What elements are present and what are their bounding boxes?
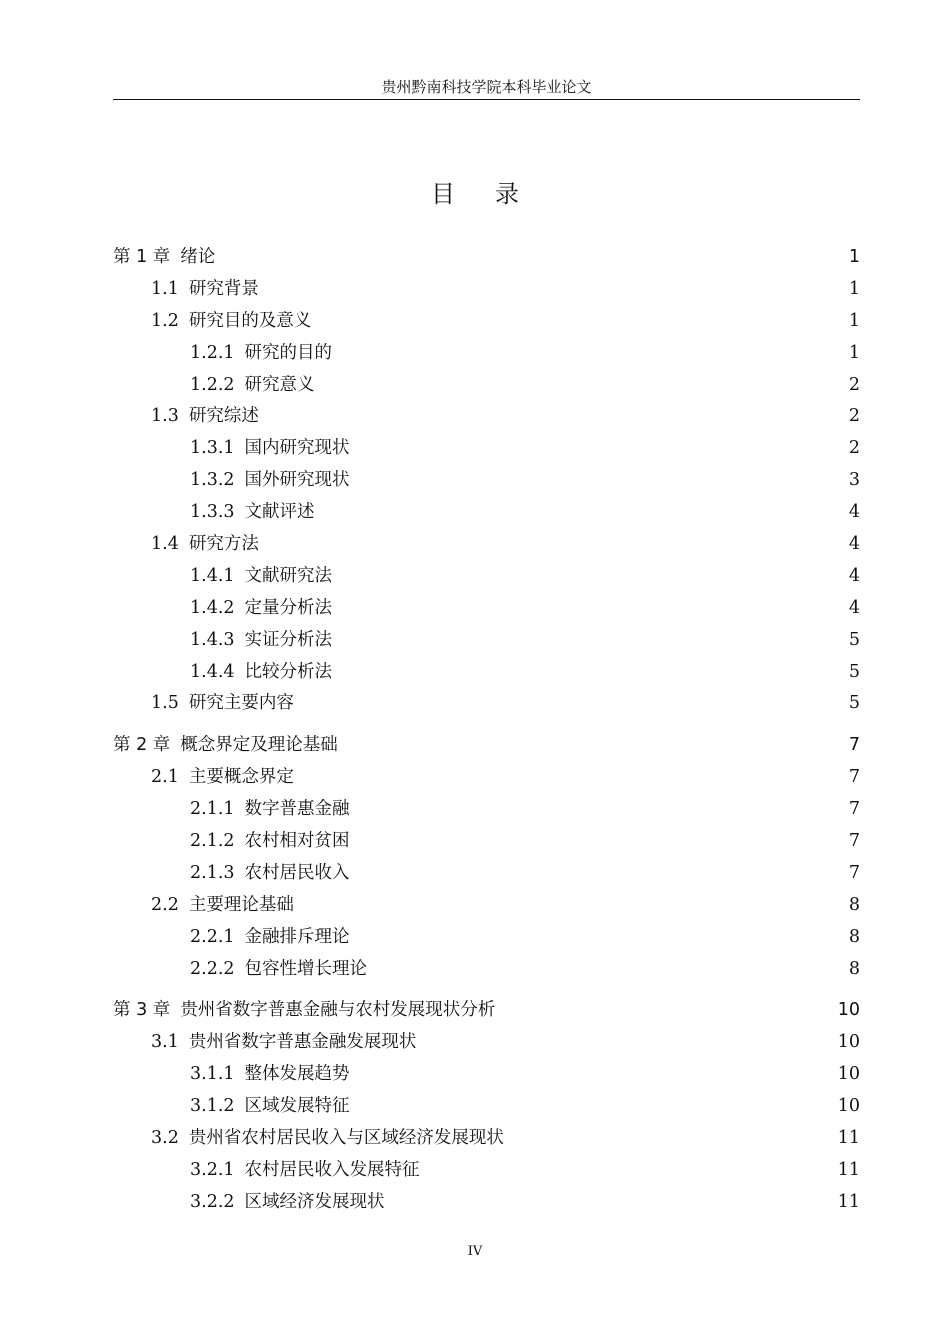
toc-entry[interactable] — [113, 794, 860, 826]
toc-entry[interactable] — [113, 858, 860, 890]
toc-entry-title: 研究综述 — [188, 406, 259, 427]
toc-entry-number: 1.3.2 — [190, 470, 235, 491]
toc-entry-title: 文献评述 — [244, 502, 315, 523]
running-header: 贵州黔南科技学院本科毕业论文 — [381, 78, 592, 96]
toc-entry-label — [190, 826, 350, 858]
toc-entry-number: 1.4.1 — [190, 565, 235, 586]
toc-entry-title: 包容性增长理论 — [244, 958, 368, 979]
toc-entry[interactable] — [113, 826, 860, 858]
toc-entry-title: 贵州省数字普惠金融与农村发展现状分析 — [180, 1000, 496, 1021]
toc-entry-number: 2.1.3 — [190, 862, 235, 883]
toc-entry-label — [190, 1059, 350, 1091]
toc-entry-label — [190, 625, 332, 657]
toc-entry[interactable] — [113, 625, 860, 657]
toc-entry-page: 8 — [848, 926, 860, 947]
toc-entry[interactable] — [113, 561, 860, 593]
toc-entry[interactable] — [113, 890, 860, 922]
toc-entry-page: 10 — [837, 1000, 860, 1021]
toc-entry-page: 10 — [837, 1064, 860, 1085]
toc-entry-label — [190, 922, 350, 954]
toc-entry[interactable] — [113, 1027, 860, 1059]
toc-entry[interactable] — [113, 370, 860, 402]
toc-entry[interactable] — [113, 762, 860, 794]
toc-entry-label — [190, 657, 332, 689]
toc-entry-page: 3 — [848, 470, 860, 491]
toc-entry-page: 2 — [848, 374, 860, 395]
toc-entry-page: 7 — [848, 862, 860, 883]
toc-entry-title: 农村居民收入 — [244, 862, 350, 883]
header-rule — [113, 99, 860, 100]
toc-entry-number: 3.1.2 — [190, 1096, 235, 1117]
toc-entry-number: 1.5 — [151, 693, 179, 714]
toc-entry-title: 农村相对贫困 — [244, 831, 350, 852]
toc-entry-page: 5 — [848, 693, 860, 714]
toc-entry-number: 3.2 — [151, 1128, 179, 1149]
page-number: IV — [467, 1244, 483, 1259]
toc-entry-label — [190, 497, 315, 529]
toc-entry-number: 第 3 章 — [113, 1000, 171, 1021]
toc-entry[interactable] — [113, 274, 860, 306]
toc-entry-title: 国内研究现状 — [244, 438, 350, 459]
toc-entry-title: 贵州省数字普惠金融发展现状 — [188, 1032, 417, 1053]
toc-entry-title: 金融排斥理论 — [244, 926, 350, 947]
toc-entry-number: 1.1 — [151, 278, 179, 299]
toc-entry[interactable] — [113, 1155, 860, 1187]
toc-entry-title: 主要理论基础 — [188, 894, 294, 915]
toc-entry-number: 2.2.2 — [190, 958, 235, 979]
toc-entry-title: 研究背景 — [188, 278, 259, 299]
toc-entry-title: 文献研究法 — [244, 565, 333, 586]
toc-entry-label — [190, 433, 350, 465]
toc-entry-number: 1.2.2 — [190, 374, 235, 395]
toc-entry-title: 比较分析法 — [244, 661, 333, 682]
toc-entry-number: 1.2 — [151, 310, 179, 331]
toc-entry-number: 2.1.1 — [190, 799, 235, 820]
toc-entry-page: 11 — [837, 1128, 860, 1149]
toc-entry[interactable] — [113, 497, 860, 529]
toc-entry-number: 1.4.2 — [190, 597, 235, 618]
toc-entry[interactable] — [113, 593, 860, 625]
toc-entry[interactable] — [113, 657, 860, 689]
toc-entry-number: 2.1 — [151, 767, 179, 788]
toc-entry[interactable] — [113, 401, 860, 433]
toc-entry-page: 8 — [848, 958, 860, 979]
toc-entry-page: 10 — [837, 1032, 860, 1053]
toc-entry[interactable] — [113, 306, 860, 338]
toc-entry-label — [151, 274, 259, 306]
toc-entry-number: 2.2.1 — [190, 926, 235, 947]
toc-entry-label — [190, 1091, 350, 1123]
toc-entry-label — [190, 338, 332, 370]
toc-entry-label — [190, 593, 332, 625]
toc-title: 目录 — [431, 180, 559, 208]
toc-entry-label — [151, 306, 311, 338]
toc-entry-label — [151, 1027, 416, 1059]
toc-entry[interactable] — [113, 922, 860, 954]
toc-entry-page: 2 — [848, 438, 860, 459]
toc-entry-page: 5 — [848, 661, 860, 682]
toc-entry-page: 2 — [848, 406, 860, 427]
toc-entry-number: 2.1.2 — [190, 831, 235, 852]
toc-entry-label — [190, 858, 350, 890]
toc-entry-page: 7 — [848, 735, 860, 756]
toc-entry[interactable] — [113, 1187, 860, 1219]
toc-entry-page: 4 — [848, 565, 860, 586]
toc-entry-label — [151, 1123, 504, 1155]
toc-entry-page: 7 — [848, 831, 860, 852]
toc-entry-title: 研究意义 — [244, 374, 315, 395]
toc-entry-label — [151, 401, 259, 433]
toc-entry-page: 1 — [848, 310, 860, 331]
toc-entry-page: 4 — [848, 597, 860, 618]
toc-entry-title: 贵州省农村居民收入与区域经济发展现状 — [188, 1128, 504, 1149]
toc-entry-title: 区域经济发展现状 — [244, 1191, 385, 1212]
toc-entry-number: 2.2 — [151, 894, 179, 915]
toc-entry-label — [190, 794, 350, 826]
toc-entry[interactable] — [113, 465, 860, 497]
toc-entry-page: 10 — [837, 1096, 860, 1117]
toc-entry[interactable] — [113, 1059, 860, 1091]
toc-entry[interactable] — [113, 730, 860, 762]
toc-entry-label — [113, 995, 495, 1027]
toc-entry[interactable] — [113, 433, 860, 465]
toc-entry-title: 绪论 — [180, 247, 216, 267]
toc-entry[interactable] — [113, 954, 860, 986]
toc-entry-label — [151, 762, 294, 794]
toc-entry-page: 8 — [848, 894, 860, 915]
toc-entry[interactable] — [113, 995, 860, 1027]
toc-entry-page: 7 — [848, 767, 860, 788]
toc-entry-number: 1.2.1 — [190, 342, 235, 363]
toc-entry-label — [151, 529, 259, 561]
toc-entry-number: 1.4.3 — [190, 629, 235, 650]
toc-entry-page: 4 — [848, 502, 860, 523]
toc-entry[interactable] — [113, 1123, 860, 1155]
toc-entry-title: 主要概念界定 — [188, 767, 294, 788]
toc-entry-number: 3.1 — [151, 1032, 179, 1053]
toc-entry-page: 11 — [837, 1191, 860, 1212]
toc-entry[interactable] — [113, 242, 860, 274]
toc-entry-label — [190, 1187, 385, 1219]
toc-entry-title: 概念界定及理论基础 — [180, 735, 338, 756]
toc-entry-label — [113, 242, 215, 274]
toc-entry-title: 数字普惠金融 — [244, 799, 350, 820]
toc-entry-title: 研究主要内容 — [188, 693, 294, 714]
toc-entry-label — [190, 370, 315, 402]
toc-entry-label — [190, 1155, 420, 1187]
toc-entry-number: 3.2.2 — [190, 1191, 235, 1212]
toc-entry-number: 1.3 — [151, 406, 179, 427]
toc-entry-page: 7 — [848, 799, 860, 820]
toc-entry-page: 1 — [848, 342, 860, 363]
toc-entry-title: 研究目的及意义 — [188, 310, 312, 331]
toc-entry-page: 1 — [848, 247, 860, 267]
table-of-contents — [113, 242, 860, 1219]
toc-entry[interactable] — [113, 1091, 860, 1123]
toc-entry[interactable] — [113, 529, 860, 561]
toc-entry[interactable] — [113, 688, 860, 720]
toc-entry-label — [190, 954, 367, 986]
toc-entry-number: 1.3.1 — [190, 438, 235, 459]
toc-entry-title: 区域发展特征 — [244, 1096, 350, 1117]
toc-entry-title: 研究的目的 — [244, 342, 333, 363]
toc-entry-page: 11 — [837, 1159, 860, 1180]
toc-entry-page: 1 — [848, 278, 860, 299]
toc-entry-title: 定量分析法 — [244, 597, 333, 618]
toc-entry-number: 1.3.3 — [190, 502, 235, 523]
toc-entry-label — [113, 730, 338, 762]
toc-entry-label — [151, 688, 294, 720]
toc-entry-label — [190, 561, 332, 593]
toc-entry-label — [190, 465, 350, 497]
toc-entry-number: 1.4.4 — [190, 661, 235, 682]
toc-entry-number: 第 1 章 — [113, 247, 171, 267]
toc-entry-title: 研究方法 — [188, 534, 259, 555]
toc-entry-title: 农村居民收入发展特征 — [244, 1159, 420, 1180]
toc-entry-number: 3.1.1 — [190, 1064, 235, 1085]
toc-entry[interactable] — [113, 338, 860, 370]
toc-entry-number: 1.4 — [151, 534, 179, 555]
toc-entry-page: 5 — [848, 629, 860, 650]
toc-entry-title: 整体发展趋势 — [244, 1064, 350, 1085]
toc-entry-label — [151, 890, 294, 922]
toc-entry-title: 国外研究现状 — [244, 470, 350, 491]
toc-entry-number: 3.2.1 — [190, 1159, 235, 1180]
toc-entry-page: 4 — [848, 534, 860, 555]
toc-entry-title: 实证分析法 — [244, 629, 333, 650]
toc-entry-number: 第 2 章 — [113, 735, 171, 756]
